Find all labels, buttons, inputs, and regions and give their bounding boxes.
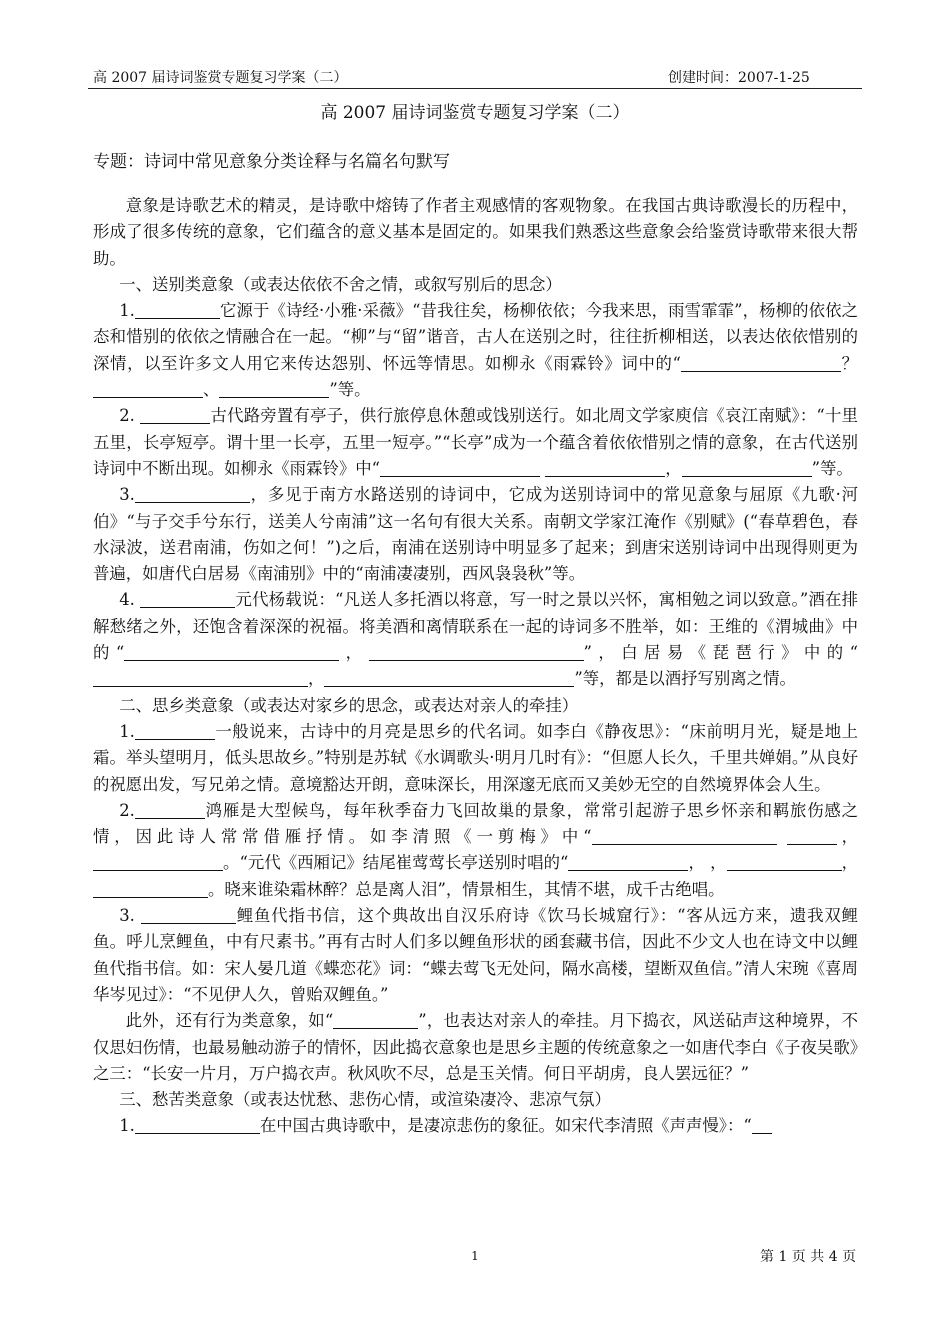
section-2-heading: 二、思乡类意象（或表达对家乡的思念，或表达对亲人的牵挂） bbox=[119, 695, 579, 715]
answer-blank[interactable] bbox=[787, 826, 837, 845]
section-3-item-1: 1. 在中国古典诗歌中，是凄凉悲伤的象征。如宋代李清照《声声慢》：“ bbox=[93, 1113, 858, 1139]
page-info: 第 1 页 共 4 页 bbox=[760, 1249, 857, 1265]
answer-blank[interactable] bbox=[141, 905, 236, 924]
section-1-item-2: 2. 古代路旁置有亭子，供行旅停息休憩或饯别送行。如北周文学家庾信《哀江南赋》：“十里五里，长亭短亭。谓十里一长亭，五里一短亭。”“长亭”成为一个蕴含着依依惜别之情的意象，在古代送别诗词中不断出现。如柳永《雨霖铃》中“ ， ”等。 bbox=[93, 406, 858, 478]
section-2-item-3: 3. 鲤鱼代指书信，这个典故出自汉乐府诗《饮马长城窟行》：“客从远方来，遗我双鲤鱼。呼儿烹鲤鱼，中有尺素书。”再有古时人们多以鲤鱼形状的函套藏书信，因此不少文人也在诗文中以鲤鱼代指书信。如：宋人晏几道《蝶恋花》词：“蝶去莺飞无处问，隔水高楼，望断双鱼信。”清人宋琬《喜周华岑见过》：“不见伊人久，曾贻双鲤鱼。” bbox=[93, 906, 858, 1004]
answer-blank[interactable] bbox=[93, 852, 223, 871]
answer-blank[interactable] bbox=[682, 458, 812, 477]
answer-blank[interactable] bbox=[135, 721, 215, 740]
footer-divider bbox=[88, 1242, 862, 1243]
answer-blank[interactable] bbox=[140, 589, 235, 608]
answer-blank[interactable] bbox=[124, 642, 339, 661]
answer-blank[interactable] bbox=[135, 800, 205, 819]
answer-blank[interactable] bbox=[140, 405, 210, 424]
answer-blank[interactable] bbox=[324, 668, 574, 687]
answer-blank[interactable] bbox=[752, 1115, 772, 1134]
answer-blank[interactable] bbox=[592, 826, 777, 845]
answer-blank[interactable] bbox=[545, 458, 665, 477]
section-1-heading: 一、送别类意象（或表达依依不舍之情，或叙写别后的思念） bbox=[119, 274, 562, 294]
answer-blank[interactable] bbox=[93, 879, 208, 898]
document-title: 高 2007 届诗词鉴赏专题复习学案（二） bbox=[320, 103, 630, 123]
answer-blank[interactable] bbox=[380, 458, 540, 477]
header-created-time: 创建时间：2007-1-25 bbox=[668, 70, 810, 86]
answer-blank[interactable] bbox=[727, 852, 842, 871]
section-1-item-3: 3. ，多见于南方水路送别的诗词中，它成为送别诗词中的常见意象与屈原《九歌·河伯》“与子交手兮东行，送美人兮南浦”这一名句有很大关系。南朝文学家江淹作《别赋》(“春草碧色，春水渌波，送君南浦，伤如之何！”)之后，南浦在送别诗中明显多了起来；到唐宋送别诗词中出现得则更为普遍，如唐代白居易《南浦别》中的“南浦凄凄别，西风袅袅秋”等。 bbox=[93, 485, 858, 584]
header-divider bbox=[88, 88, 862, 89]
answer-blank[interactable] bbox=[219, 379, 329, 398]
intro-paragraph: 意象是诗歌艺术的精灵，是诗歌中熔铸了作者主观感情的客观物象。在我国古典诗歌漫长的历程中，形成了很多传统的意象，它们蕴含的意义基本是固定的。如果我们熟悉这些意象会给鉴赏诗歌带来很大帮助。 bbox=[93, 196, 858, 268]
answer-blank[interactable] bbox=[369, 642, 584, 661]
section-2-item-1: 1. 一般说来，古诗中的月亮是思乡的代名词。如李白《静夜思》：“床前明月光，疑是地上霜。举头望明月，低头思故乡。”特别是苏轼《水调歌头·明月几时有》：“但愿人长久，千里共婵娟。”从良好的祝愿出发，写兄弟之情。意境豁达开朗，意味深长，用深邃无底而又美妙无空的自然境界体会人生。 bbox=[93, 721, 858, 794]
subject-line: 专题：诗词中常见意象分类诠释与名篇名句默写 bbox=[93, 152, 450, 172]
answer-blank[interactable] bbox=[135, 300, 220, 319]
main-content bbox=[93, 193, 858, 1140]
answer-blank[interactable] bbox=[568, 852, 688, 871]
section-1-item-1: 1. 它源于《诗经·小雅·采薇》“昔我往矣，杨柳依依；今我来思，雨雪霏霏”，杨柳的依依之态和惜别的依依之情融合在一起。“柳”与“留”谐音，古人在送别之时，往往折柳相送，以表达依依惜别的深情，以至许多文人用它来传达怨别、怀远等情思。如柳永《雨霖铃》词中的“ ？、 ”等。 bbox=[93, 301, 858, 400]
section-2-extra: 此外，还有行为类意象，如“ ”，也表达对亲人的牵挂。月下捣衣，风送砧声这种境界，不仅思妇伤情，也最易触动游子的情怀，因此捣衣意象也是思乡主题的传统意象之一如唐代李白《子夜吴歌》之三：“长安一片月，万户捣衣声。秋风吹不尽，总是玉关情。何日平胡虏，良人罢远征？” bbox=[93, 1011, 858, 1083]
answer-blank[interactable] bbox=[681, 353, 841, 372]
answer-blank[interactable] bbox=[333, 1010, 418, 1029]
answer-blank[interactable] bbox=[135, 484, 250, 503]
answer-blank[interactable] bbox=[93, 668, 308, 687]
section-1-item-4: 4. 元代杨载说：“凡送人多托酒以将意，写一时之景以兴怀，寓相勉之词以致意。”酒在排解愁绪之外，还饱含着深深的祝福。将美酒和离情联系在一起的诗词多不胜举，如：王维的《渭城曲》中的“ ， ”，白居易《琵琶行》中的“， ”等，都是以酒抒写别离之情。 bbox=[93, 590, 858, 689]
section-3-heading: 三、愁苦类意象（或表达忧愁、悲伤心情，或渲染凄冷、悲凉气氛） bbox=[119, 1090, 611, 1110]
section-2-item-2: 2. 鸿雁是大型候鸟，每年秋季奋力飞回故巢的景象，常常引起游子思乡怀亲和羁旅伤感之情，因此诗人常常借雁抒情。如李清照《一剪梅》中“ ，。“元代《西厢记》结尾崔莺莺长亭送别时唱的“ ， ， ，。晓来谁染霜林醉？总是离人泪”，情景相生，其情不堪，成千古绝唱。 bbox=[93, 800, 859, 899]
page-number: 1 bbox=[471, 1249, 479, 1263]
answer-blank[interactable] bbox=[135, 1115, 260, 1134]
answer-blank[interactable] bbox=[93, 379, 203, 398]
header-left: 高 2007 届诗词鉴赏专题复习学案（二） bbox=[93, 70, 348, 86]
